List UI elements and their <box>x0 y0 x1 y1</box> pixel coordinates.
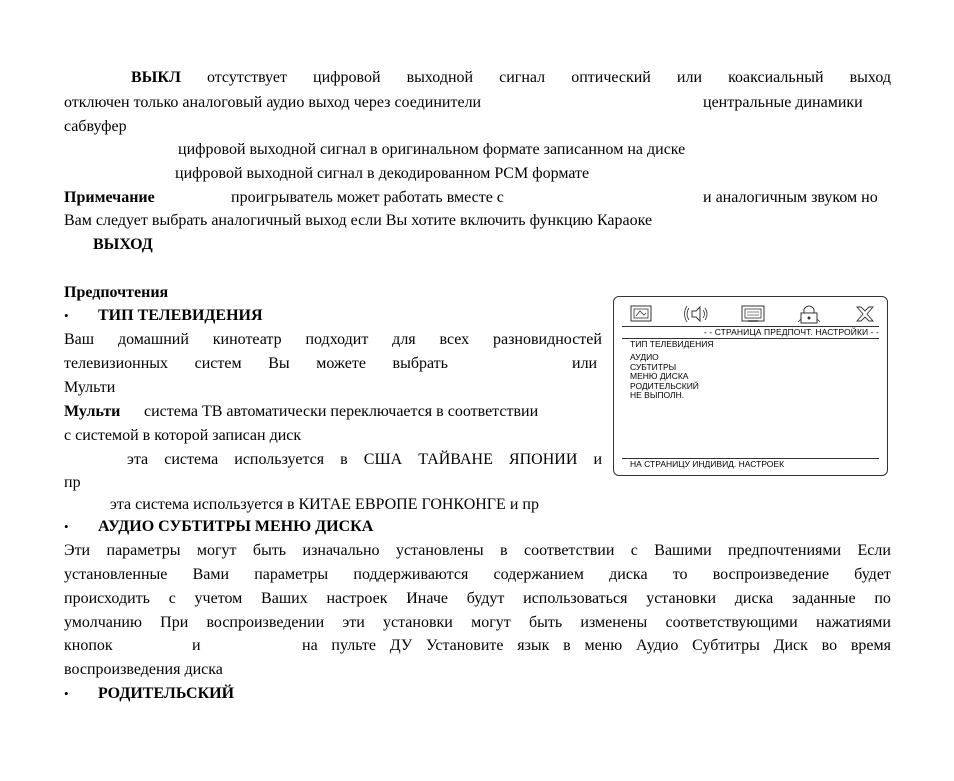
menu-page-footer[interactable]: НА СТРАНИЦУ ИНДИВИД. НАСТРОЕК <box>622 458 879 470</box>
off-description-line-3: сабвуфер <box>64 118 127 135</box>
word: для <box>392 331 416 348</box>
word: быть <box>252 542 287 559</box>
menu-item-disc-menu[interactable]: МЕНЮ ДИСКА <box>630 371 689 381</box>
word: диска <box>734 590 774 607</box>
general-setup-icon[interactable] <box>628 303 654 325</box>
off-description-line-2b: центральные динамики <box>703 94 863 111</box>
word: изначально <box>302 542 380 559</box>
audio-line-1 <box>64 541 891 561</box>
word: происходить <box>64 590 150 607</box>
word: выход <box>849 69 891 86</box>
word: нажатиями <box>815 614 891 631</box>
word: установки <box>646 590 717 607</box>
word: При <box>160 614 189 631</box>
bullet-marker: • <box>64 308 69 323</box>
menu-item-audio[interactable]: АУДИО <box>630 352 659 362</box>
bullet-marker: • <box>64 519 69 534</box>
audio-line-3 <box>64 589 891 609</box>
word: эти <box>342 614 365 631</box>
word: США <box>363 451 403 468</box>
word: домашний <box>117 331 189 348</box>
preferences-heading: Предпочтения <box>64 284 169 301</box>
preferences-lock-icon[interactable] <box>796 303 822 325</box>
word: поддерживаются <box>353 566 469 583</box>
word: выходной <box>406 69 474 86</box>
word: воспроизведении <box>206 614 325 631</box>
menu-page-header: - - СТРАНИЦА ПРЕДПОЧТ. НАСТРОЙКИ - - <box>622 326 879 339</box>
word: Вами <box>192 566 230 583</box>
pcm-output-description: цифровой выходной сигнал в декодированном PCM формате <box>175 165 590 182</box>
raw-output-description: цифровой выходной сигнал в оригинальном формате записанном на диске <box>178 141 686 158</box>
note-label: Примечание <box>64 189 155 206</box>
off-label: ВЫКЛ <box>131 69 181 86</box>
bullet-marker: • <box>64 686 69 701</box>
word: ТАЙВАНЕ <box>418 451 493 468</box>
word: Иначе <box>406 590 448 607</box>
tv-type-line-2b: или <box>572 355 598 372</box>
ntsc-line-2: пр <box>64 474 81 491</box>
word: заданные <box>791 590 856 607</box>
pal-line-1: эта система используется в КИТАЕ ЕВРОПЕ ГОНКОНГЕ и пр <box>110 496 539 513</box>
note-line-2: Вам следует выбрать аналогичный выход если Вы хотите включить функцию Караоке <box>64 212 653 229</box>
word: соответствующими <box>665 614 798 631</box>
word: всех <box>439 331 470 348</box>
word: Ваших <box>261 590 308 607</box>
tv-type-line-2a <box>64 354 448 374</box>
word: система <box>164 451 219 468</box>
exit-close-icon[interactable] <box>852 303 878 325</box>
word: учетом <box>194 590 243 607</box>
parental-heading: РОДИТЕЛЬСКИЙ <box>98 685 235 702</box>
multi-line-2: с системой в которой записан диск <box>64 427 302 444</box>
word: кинотеатр <box>212 331 282 348</box>
word: выбрать <box>392 355 448 372</box>
audio-line-5b: и <box>192 637 201 654</box>
word: установки <box>383 614 453 631</box>
word: умолчанию <box>64 614 142 631</box>
menu-item-tv-type[interactable]: ТИП ТЕЛЕВИДЕНИЯ <box>630 339 714 349</box>
word: будет <box>854 566 891 583</box>
preferences-menu-panel <box>613 296 888 476</box>
word: разновидностей <box>493 331 602 348</box>
multi-line-1: система ТВ автоматически переключается в соответствии <box>144 403 539 420</box>
word: и <box>593 451 602 468</box>
word: Если <box>857 542 891 559</box>
word: могут <box>196 542 237 559</box>
word: быть <box>528 614 563 631</box>
word: оптический <box>571 69 651 86</box>
word: то <box>672 566 688 583</box>
word: параметры <box>254 566 329 583</box>
word: в <box>340 451 348 468</box>
tv-type-line-3: Мульти <box>64 379 116 396</box>
word: воспроизведение <box>712 566 829 583</box>
word: коаксиальный <box>728 69 824 86</box>
word: использоваться <box>523 590 628 607</box>
word: отсутствует <box>206 69 287 86</box>
word: телевизионных <box>64 355 169 372</box>
word: систем <box>194 355 242 372</box>
multi-label: Мульти <box>64 403 121 420</box>
word: могут <box>471 614 511 631</box>
word: установленные <box>64 566 168 583</box>
word: эта <box>127 451 149 468</box>
word: ЯПОНИИ <box>508 451 578 468</box>
word: в <box>500 542 508 559</box>
word: Вашими <box>654 542 712 559</box>
word: можете <box>316 355 366 372</box>
audio-line-2 <box>64 565 891 585</box>
note-line-1a: проигрыватель может работать вместе с <box>231 189 504 206</box>
audio-line-5a: кнопок <box>64 637 113 654</box>
word: цифровой <box>313 69 381 86</box>
audio-line-6: воспроизведения диска <box>64 661 223 678</box>
word: изменены <box>580 614 648 631</box>
word: или <box>676 69 703 86</box>
word: подходит <box>305 331 369 348</box>
audio-setup-icon[interactable] <box>684 303 710 325</box>
word: с <box>630 542 638 559</box>
audio-line-4 <box>64 613 891 633</box>
word: с <box>168 590 176 607</box>
audio-subtitle-menu-heading: АУДИО СУБТИТРЫ МЕНЮ ДИСКА <box>98 518 374 535</box>
menu-item-default[interactable]: НЕ ВЫПОЛН. <box>630 390 685 400</box>
word: сигнал <box>499 69 546 86</box>
word: Ваш <box>64 331 95 348</box>
note-line-1b: и аналогичным звуком но <box>703 189 878 206</box>
menu-icon-row <box>628 301 878 327</box>
word: настроек <box>326 590 388 607</box>
menu-item-subtitles[interactable]: СУБТИТРЫ <box>630 361 677 372</box>
word: будут <box>466 590 505 607</box>
tv-type-line-1 <box>64 330 602 350</box>
tv-type-heading: ТИП ТЕЛЕВИДЕНИЯ <box>98 307 263 324</box>
word: установлены <box>395 542 484 559</box>
word: диска <box>609 566 648 583</box>
word: параметры <box>106 542 181 559</box>
word: используется <box>234 451 325 468</box>
word: соответствии <box>523 542 615 559</box>
off-description-line-1 <box>131 68 891 88</box>
word: по <box>874 590 891 607</box>
word: Вы <box>268 355 290 372</box>
ntsc-line-1 <box>127 450 602 470</box>
off-description-line-2a: отключен только аналоговый аудио выход через соединители <box>64 94 482 111</box>
menu-items-list <box>630 353 699 401</box>
video-setup-icon[interactable] <box>740 303 766 325</box>
word: содержанием <box>493 566 584 583</box>
menu-item-parental[interactable]: РОДИТЕЛЬСКИЙ <box>630 380 699 391</box>
exit-label: ВЫХОД <box>93 236 153 253</box>
word: предпочтениями <box>728 542 842 559</box>
audio-line-5c: на пульте ДУ Установите язык в меню Аудио Субтитры Диск во время <box>302 637 891 654</box>
word: Эти <box>64 542 91 559</box>
